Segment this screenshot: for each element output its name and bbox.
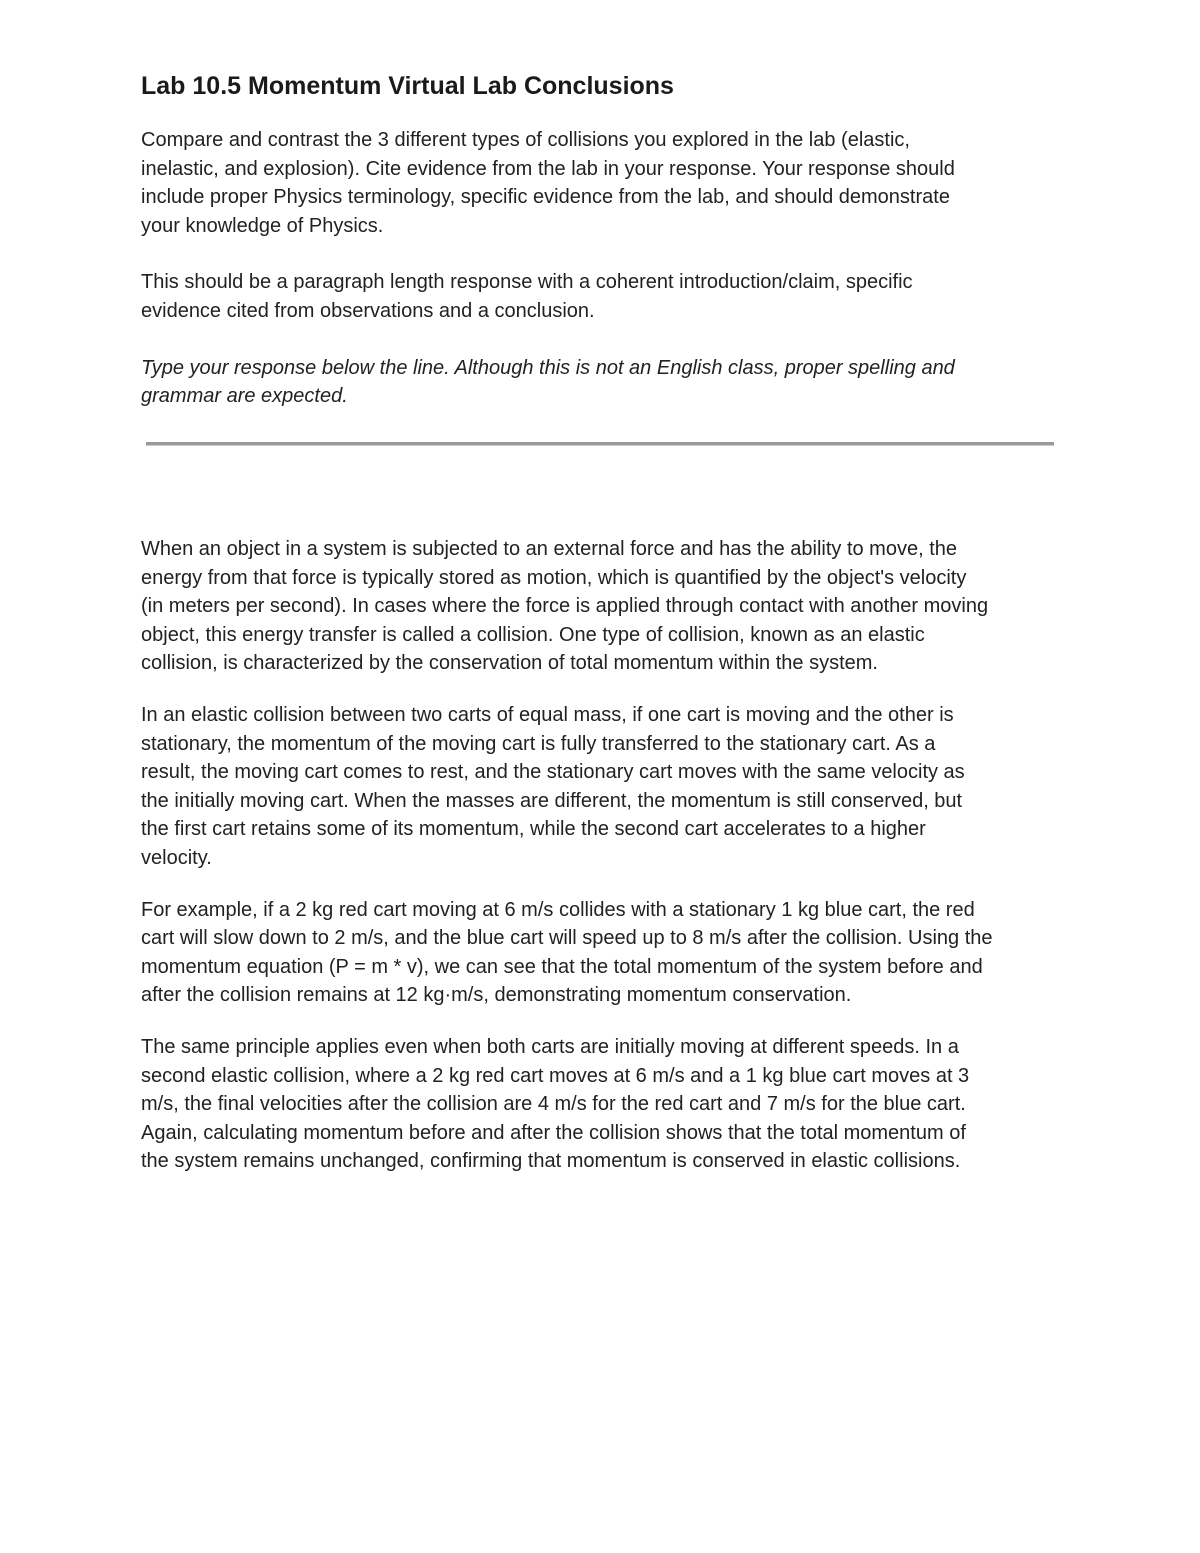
instruction-paragraph-1: Compare and contrast the 3 different types of collisions you explored in the lab (elastic, inelastic, and explosion). Cite evidence from the lab in your response. Your response should include proper Physics terminology, specific evidence from the lab, and should demonstrate your knowledge of Physics. <box>141 129 955 237</box>
response-paragraph-3: For example, if a 2 kg red cart moving at 6 m/s collides with a stationary 1 kg blue cart, the red cart will slow down to 2 m/s, and the blue cart will speed up to 8 m/s after the collision. Using the momentum equation (P = m * v), we can see that the total momentum of the system before and after the collision remains at 12 kg·m/s, demonstrating momentum conservation. <box>141 898 993 1007</box>
instruction-paragraph-3: Type your response below the line. Although this is not an English class, proper spelling and grammar are expected. <box>141 356 955 408</box>
response-divider-line <box>146 442 1054 446</box>
response-section <box>141 535 1066 1199</box>
page-title: Lab 10.5 Momentum Virtual Lab Conclusions <box>141 72 674 100</box>
response-paragraph-4: The same principle applies even when both carts are initially moving at different speeds. In a second elastic collision, where a 2 kg red cart moves at 6 m/s and a 1 kg blue cart moves at 3 m/s, the final velocities after the collision are 4 m/s for the red cart and 7 m/s for the blue cart. Again, calculating momentum before and after the collision shows that the total momentum of the system remains unchanged, confirming that momentum is conserved in elastic collisions. <box>141 1035 970 1173</box>
document-page <box>141 66 1066 411</box>
response-paragraph-1: When an object in a system is subjected to an external force and has the ability to move, the energy from that force is typically stored as motion, which is quantified by the object's velocity (in meters per second). In cases where the force is applied through contact with another moving object, this energy transfer is called a collision. One type of collision, known as an elastic collision, is characterized by the conservation of total momentum within the system. <box>141 538 989 675</box>
response-paragraph-2: In an elastic collision between two carts of equal mass, if one cart is moving and the other is stationary, the momentum of the moving cart is fully transferred to the stationary cart. As a result, the moving cart comes to rest, and the stationary cart moves with the same velocity as the initially moving cart. When the masses are different, the momentum is still conserved, but the first cart retains some of its momentum, while the second cart accelerates to a higher velocity. <box>141 703 965 869</box>
instruction-paragraph-2: This should be a paragraph length response with a coherent introduction/claim, specific evidence cited from observations and a conclusion. <box>141 271 913 322</box>
